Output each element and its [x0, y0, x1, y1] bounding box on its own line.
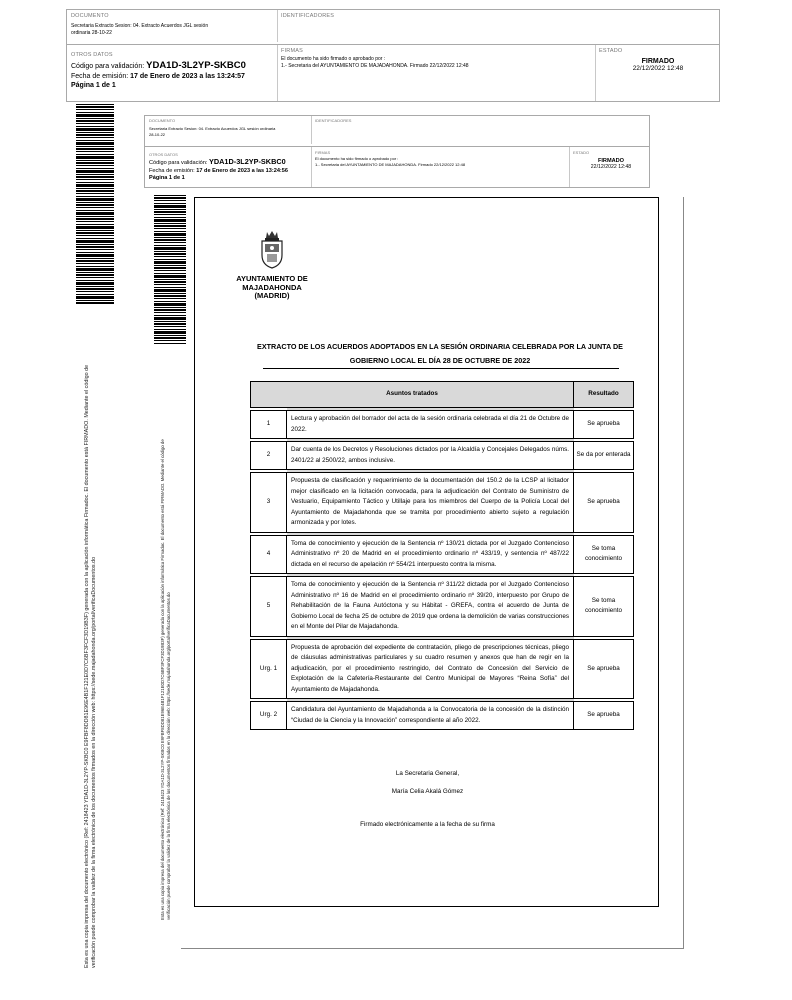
agreement-number: 4	[251, 535, 287, 574]
fecha-label: Fecha de emisión:	[71, 72, 129, 80]
table-row	[251, 577, 634, 637]
inner-validation-header	[144, 115, 650, 188]
agreement-result: Se da por enterada	[574, 442, 634, 470]
agreement-result: Se toma conocimiento	[574, 535, 634, 574]
estado-date: 22/12/2022 12:48	[590, 164, 632, 170]
page-count: Página 1 de 1	[149, 175, 185, 181]
documento-text: Secretaria Extracto Sesion: 04. Extracto Acuerdos JGL sesión ordinaria 28-10-22	[71, 23, 209, 36]
agreement-number: 2	[251, 442, 287, 470]
firmas-label: FIRMAS	[315, 150, 331, 155]
estado-value: FIRMADO	[597, 158, 625, 164]
agreement-result: Se aprueba	[574, 411, 634, 439]
header-divider	[277, 45, 278, 101]
estado-date: 22/12/2022 12:48	[632, 65, 684, 72]
header-divider	[595, 45, 596, 101]
emission-date-line	[149, 168, 309, 176]
table-row	[251, 442, 634, 470]
inner-side-line-2: verificación puede comprobar la validez de la firma electrónica de los documentos firmados en la dirección web: https://sede.majadahonda.org/portal/verificaDocumentos.do	[165, 592, 171, 920]
header-resultado: Resultado	[574, 382, 634, 408]
table-header-row	[251, 382, 634, 408]
documento-label: DOCUMENTO	[149, 118, 176, 123]
documento-label: DOCUMENTO	[71, 13, 109, 19]
otros-datos-label: OTROS DATOS	[149, 152, 178, 157]
outer-barcode	[76, 104, 114, 304]
document-page	[194, 197, 659, 907]
identificadores-label: IDENTIFICADORES	[315, 118, 352, 123]
header-divider	[311, 116, 312, 144]
agreement-result: Se aprueba	[574, 639, 634, 699]
agreement-result: Se aprueba	[574, 473, 634, 533]
outer-validation-header	[66, 9, 720, 102]
agreement-subject: Candidatura del Ayuntamiento de Majadahonda a la Convocatoria de la concesión de la distinción “Ciudad de la Ciencia y la Innovación” correspondiente al año 2022.	[287, 702, 574, 730]
estado-value: FIRMADO	[641, 58, 675, 65]
outer-side-line-1: Esta es una copia impresa del documento electrónico (Ref: 2418423 YDA1D-3L2YP-SKBC0 E9FBF8DD81E96E4B1F121E0D7C6BF3FCF3D19B3F) generada con la aplicación informática Firmadoc. El documento está FIRMADO. Mediante el código de	[84, 364, 90, 968]
agreement-subject: Lectura y aprobación del borrador del acta de la sesión ordinaria celebrada el día 21 de Octubre de 2022.	[287, 411, 574, 439]
header-divider	[311, 147, 312, 187]
document-title	[255, 340, 625, 368]
fecha-label: Fecha de emisión:	[149, 167, 195, 174]
codigo-label: Código para validación:	[71, 63, 145, 70]
firmas-line-2: 1.- Secretaria del AYUNTAMIENTO DE MAJADAHONDA. Firmado 22/12/2022 12:48	[315, 161, 466, 167]
identificadores-label: IDENTIFICADORES	[281, 13, 335, 19]
organization-name	[231, 275, 313, 301]
org-line-1: AYUNTAMIENTO DE	[236, 274, 308, 283]
estado-label: ESTADO	[599, 48, 623, 54]
table-row	[251, 535, 634, 574]
title-line-1: EXTRACTO DE LOS ACUERDOS ADOPTADOS EN LA SESIÓN ORDINARIA CELEBRADA POR LA JUNTA DE	[257, 342, 623, 351]
outer-side-verification-text	[84, 365, 98, 968]
emission-date: 17 de Enero de 2023 a las 13:24:56	[196, 167, 289, 174]
documento-text: Secretaria Extracto Sesion: 04. Extracto Acuerdos JGL sesión ordinaria 28-10-22	[149, 126, 276, 137]
coat-of-arms-icon	[259, 230, 285, 270]
header-divider	[569, 147, 570, 187]
firmas-line-2: 1.- Secretaria del AYUNTAMIENTO DE MAJADAHONDA. Firmado 22/12/2022 12:48	[281, 63, 469, 69]
agreement-number: 3	[251, 473, 287, 533]
agreement-result: Se aprueba	[574, 702, 634, 730]
emission-date: 17 de Enero de 2023 a las 13:24:57	[130, 72, 245, 80]
firmas-line-1: El documento ha sido firmado o aprobado por :	[315, 156, 399, 161]
agreement-number: 5	[251, 577, 287, 637]
inner-side-line-1: Esta es una copia impresa del documento electrónico (Ref: 2418423 YDA1D-3L2YP-SKBC0 E9FBF8DD81E96E4B1F121E0D7C6BF3FCF3D19B3F) generada con la aplicación informática Firmadoc. El documento está FIRMADO. Mediante el código de	[160, 439, 165, 920]
validation-code: YDA1D-3L2YP-SKBC0	[209, 157, 286, 166]
signatory-name: María Celia Akalá Gómez	[391, 788, 464, 795]
table-row	[251, 702, 634, 730]
outer-side-line-2: verificación puede comprobar la validez de la firma electrónica de los documentos firmados en la dirección web: https://sede.majadahonda.org/portal/verificaDocumentos.do	[91, 556, 97, 968]
agreement-number: 1	[251, 411, 287, 439]
estado-label: ESTADO	[573, 150, 590, 155]
page-count: Página 1 de 1	[71, 82, 116, 89]
agreement-number: Urg. 2	[251, 702, 287, 730]
table-row	[251, 411, 634, 439]
signatory-role: La Secretaria General,	[395, 770, 460, 777]
otros-datos-label: OTROS DATOS	[71, 52, 113, 58]
agreement-subject: Toma de conocimiento y ejecución de la Sentencia nº 130/21 dictada por el Juzgado Contencioso Administrativo nº 20 de Madrid en el procedimiento ordinario nº 433/19, y sentencia nº 487/22 dictada en el recurso de apelación nº 554/21 interpuesto contra la misma.	[287, 535, 574, 574]
title-line-2: GOBIERNO LOCAL EL DÍA 28 DE OCTUBRE DE 2022	[349, 356, 531, 365]
agreement-subject: Dar cuenta de los Decretos y Resoluciones dictados por la Alcaldía y Concejales Delegados núms. 2401/22 al 2500/22, ambos inclusive.	[287, 442, 574, 470]
firmas-label: FIRMAS	[281, 48, 303, 54]
header-asuntos: Asuntos tratados	[251, 382, 574, 408]
validation-code-line	[149, 158, 309, 168]
title-underline	[263, 368, 619, 369]
emission-date-line	[71, 72, 275, 82]
signature-note: Firmado electrónicamente a la fecha de su firma	[360, 821, 495, 828]
agreements-table	[250, 381, 634, 730]
validation-code-line	[71, 61, 275, 72]
org-line-2: MAJADAHONDA	[242, 282, 302, 292]
header-divider	[277, 10, 278, 42]
codigo-label: Código para validación:	[149, 160, 208, 166]
agreement-subject: Propuesta de clasificación y requerimiento de la documentación del 150.2 de la LCSP al licitador mejor clasificado en la licitación convocada, para la adjudicación del Contrato de Suministro de Vestuario, Equipamiento Táctico y Utillaje para los miembros del Cuerpo de la Policía Local del Ayuntamiento de Majadahonda que se tramita por procedimiento abierto sujeto a regulación armonizada y por lotes.	[287, 473, 574, 533]
org-line-3: (MADRID)	[254, 291, 290, 300]
inner-side-verification-text	[160, 439, 171, 920]
table-row	[251, 473, 634, 533]
validation-code: YDA1D-3L2YP-SKBC0	[146, 60, 246, 71]
agreement-result: Se toma conocimiento	[574, 577, 634, 637]
header-divider	[145, 146, 649, 147]
table-row	[251, 639, 634, 699]
firmas-line-1: El documento ha sido firmado o aprobado por :	[281, 56, 386, 62]
header-divider	[67, 44, 719, 45]
agreement-number: Urg. 1	[251, 639, 287, 699]
agreement-subject: Propuesta de aprobación del expediente de contratación, pliego de prescripciones técnicas, pliego de cláusulas administrativas particulares y su cuadro resumen y anexos que han de regir en la adjudicación, por el procedimiento restringido, del Contrato de Concesión del Servicio de Explotación de la Cafetería-Restaurante del Centro Municipal de Mayores “Reina Sofía” del Ayuntamiento de Majadahonda.	[287, 639, 574, 699]
agreement-subject: Toma de conocimiento y ejecución de la Sentencia nº 311/22 dictada por el Juzgado Contencioso Administrativo nº 16 de Madrid en el procedimiento ordinario nº 39/20, interpuesto por Grupo de Rehabilitación de la Fauna Autóctona y su Hábitat - GREFA, contra el acuerdo de Junta de Gobierno Local de fecha 25 de octubre de 2019 que ordena la demolición de varias construcciones en el Monte del Pilar de Majadahonda.	[287, 577, 574, 637]
